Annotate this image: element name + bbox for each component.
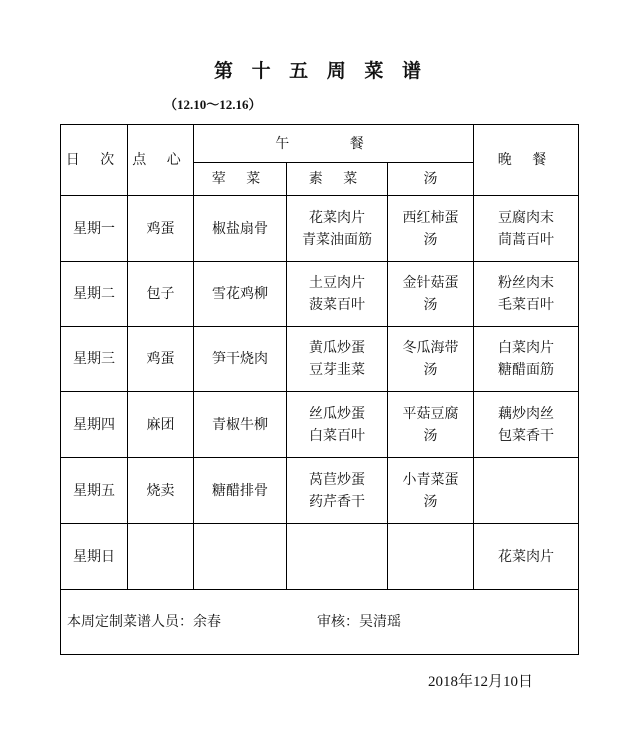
reviewer-label: 审核：吴清瑶 <box>317 614 401 630</box>
day-cell: 星期五 <box>61 458 128 524</box>
meat-cell: 笋干烧肉 <box>194 327 287 392</box>
dinner-line: 糖醋面筋 <box>498 362 555 378</box>
dinner-line: 毛菜百叶 <box>498 297 555 313</box>
snack-cell: 麻团 <box>128 392 194 458</box>
dinner-line: 花菜肉片 <box>498 548 555 565</box>
veg-line: 莴苣炒蛋 <box>309 471 365 488</box>
veg-cell <box>287 262 388 327</box>
footer-cell <box>61 590 579 655</box>
veg-line: 丝瓜炒蛋 <box>309 405 365 422</box>
day-cell: 星期一 <box>61 196 128 262</box>
snack-cell: 鸡蛋 <box>128 196 194 262</box>
veg-line: 花菜肉片 <box>309 209 365 226</box>
meat-cell: 雪花鸡柳 <box>194 262 287 327</box>
header-lunch: 午 餐 <box>194 125 474 163</box>
header-meat: 荤 菜 <box>194 163 287 196</box>
header-snack: 点 心 <box>128 125 194 196</box>
dinner-cell <box>474 458 579 524</box>
snack-cell: 包子 <box>128 262 194 327</box>
page-title: 第 十 五 周 菜 谱 <box>213 60 428 82</box>
soup-line: 平菇豆腐 <box>402 405 459 422</box>
snack-cell <box>128 524 194 590</box>
creator-label: 本周定制菜谱人员：余春 <box>67 614 221 630</box>
snack-cell: 鸡蛋 <box>128 327 194 392</box>
issue-date: 2018年12月10日 <box>428 674 534 690</box>
veg-cell <box>287 392 388 458</box>
soup-cell <box>388 392 474 458</box>
date-range: （12.10～12.16） <box>164 97 262 112</box>
meat-cell: 糖醋排骨 <box>194 458 287 524</box>
dinner-line: 包菜香干 <box>498 427 555 444</box>
veg-cell <box>287 196 388 262</box>
veg-cell <box>287 524 388 590</box>
header-day: 日 次 <box>61 125 128 196</box>
meat-cell <box>194 524 287 590</box>
soup-line: 汤 <box>423 231 438 248</box>
table-row <box>61 196 579 262</box>
dinner-line: 藕炒肉丝 <box>498 405 555 422</box>
veg-line: 药芹香干 <box>309 493 365 510</box>
table-row <box>61 524 579 590</box>
soup-cell <box>388 327 474 392</box>
table-row <box>61 392 579 458</box>
veg-line: 土豆肉片 <box>309 275 365 291</box>
day-cell: 星期日 <box>61 524 128 590</box>
table-row <box>61 327 579 392</box>
snack-cell: 烧卖 <box>128 458 194 524</box>
soup-line: 小青菜蛋 <box>402 471 459 488</box>
dinner-cell <box>474 392 579 458</box>
soup-line: 冬瓜海带 <box>402 340 459 356</box>
dinner-line: 白菜肉片 <box>498 340 555 356</box>
dinner-cell <box>474 196 579 262</box>
soup-line: 西红柿蛋 <box>402 209 459 226</box>
veg-line: 菠菜百叶 <box>309 297 365 313</box>
soup-line: 金针菇蛋 <box>402 275 459 291</box>
veg-cell <box>287 458 388 524</box>
day-cell: 星期二 <box>61 262 128 327</box>
veg-cell <box>287 327 388 392</box>
day-cell: 星期三 <box>61 327 128 392</box>
table-row <box>61 458 579 524</box>
veg-line: 黄瓜炒蛋 <box>309 340 365 356</box>
soup-line: 汤 <box>423 362 438 378</box>
soup-line: 汤 <box>423 297 438 313</box>
dinner-line: 粉丝肉末 <box>498 275 555 291</box>
dinner-cell <box>474 262 579 327</box>
meat-cell: 青椒牛柳 <box>194 392 287 458</box>
dinner-cell <box>474 524 579 590</box>
soup-line: 汤 <box>423 493 438 510</box>
soup-cell <box>388 196 474 262</box>
header-dinner: 晚 餐 <box>474 125 579 196</box>
header-veg: 素 菜 <box>287 163 388 196</box>
soup-cell <box>388 262 474 327</box>
veg-line: 白菜百叶 <box>309 427 365 444</box>
soup-cell <box>388 524 474 590</box>
soup-cell <box>388 458 474 524</box>
footer-row <box>61 590 579 655</box>
soup-line: 汤 <box>423 427 438 444</box>
header-soup: 汤 <box>388 163 474 196</box>
dinner-cell <box>474 327 579 392</box>
veg-line: 豆芽韭菜 <box>309 362 365 378</box>
menu-table <box>60 124 579 655</box>
meat-cell: 椒盐扇骨 <box>194 196 287 262</box>
day-cell: 星期四 <box>61 392 128 458</box>
dinner-line: 茼蒿百叶 <box>498 231 555 248</box>
veg-line: 青菜油面筋 <box>302 231 372 248</box>
dinner-line: 豆腐肉末 <box>498 209 555 226</box>
table-row <box>61 262 579 327</box>
